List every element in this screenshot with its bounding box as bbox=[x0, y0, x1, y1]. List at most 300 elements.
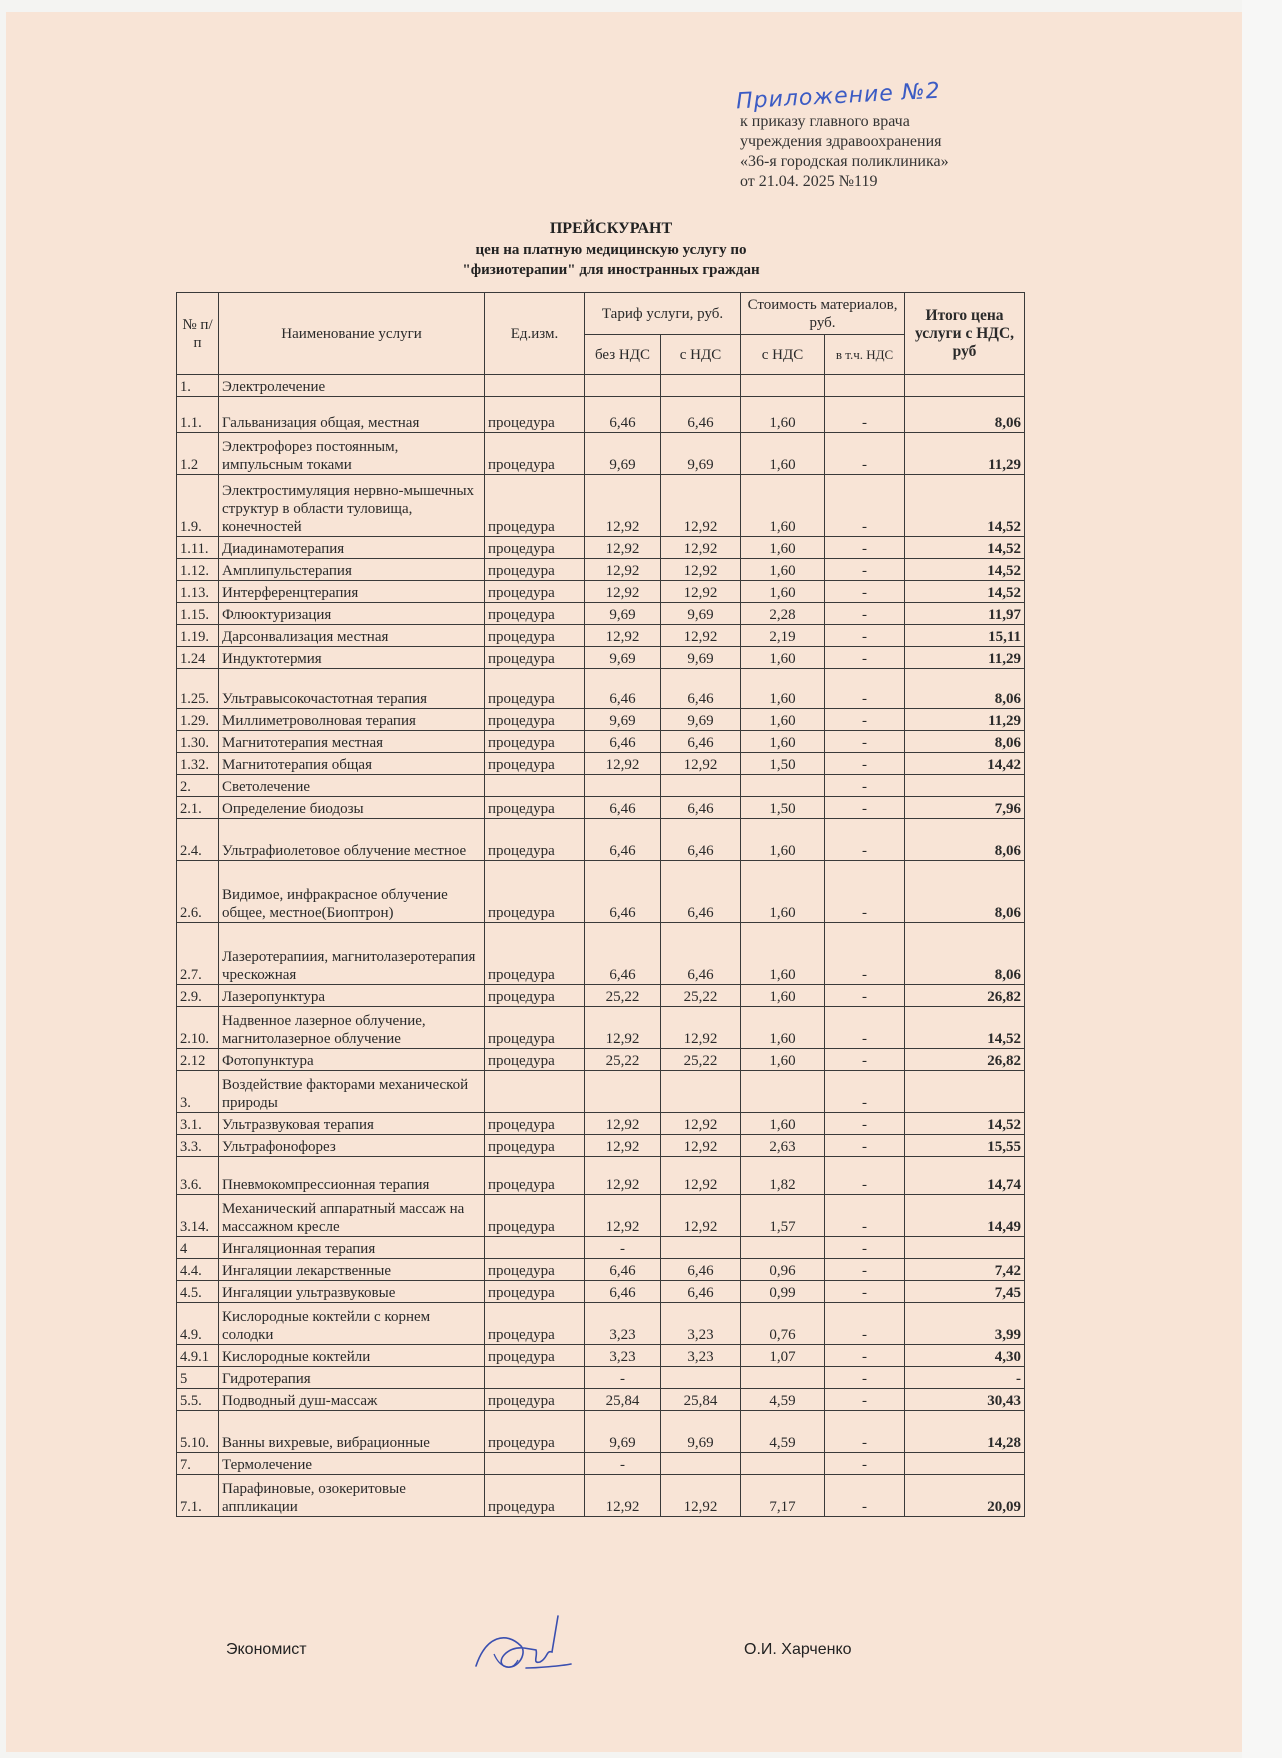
total-price: 14,74 bbox=[905, 1157, 1025, 1195]
service-name: Определение биодозы bbox=[219, 797, 485, 819]
row-number: 7. bbox=[177, 1453, 219, 1475]
unit-cell: процедура bbox=[485, 1113, 585, 1135]
vat-included: - bbox=[825, 1453, 905, 1475]
total-price: 7,42 bbox=[905, 1259, 1025, 1281]
header-num: № п/п bbox=[177, 293, 219, 375]
price-with-vat: 9,69 bbox=[661, 433, 741, 475]
service-name: Индуктотермия bbox=[219, 647, 485, 669]
unit-cell: процедура bbox=[485, 475, 585, 537]
header-mat-with-vat: с НДС bbox=[741, 335, 825, 375]
unit-cell: процедура bbox=[485, 603, 585, 625]
price-with-vat: 9,69 bbox=[661, 709, 741, 731]
price-with-vat: 9,69 bbox=[661, 1411, 741, 1453]
row-number: 7.1. bbox=[177, 1475, 219, 1517]
service-name: Пневмокомпрессионная терапия bbox=[219, 1157, 485, 1195]
vat-included: - bbox=[825, 775, 905, 797]
materials-cost: 2,28 bbox=[741, 603, 825, 625]
materials-cost: 1,60 bbox=[741, 1113, 825, 1135]
price-no-vat: 25,84 bbox=[585, 1389, 661, 1411]
unit-cell: процедура bbox=[485, 625, 585, 647]
price-no-vat: 12,92 bbox=[585, 559, 661, 581]
unit-cell: процедура bbox=[485, 709, 585, 731]
table-row bbox=[177, 375, 1025, 397]
row-number: 5 bbox=[177, 1367, 219, 1389]
price-with-vat: 12,92 bbox=[661, 559, 741, 581]
row-number: 4.9.1 bbox=[177, 1345, 219, 1367]
unit-cell: процедура bbox=[485, 861, 585, 923]
service-name: Гальванизация общая, местная bbox=[219, 397, 485, 433]
vat-included: - bbox=[825, 1389, 905, 1411]
unit-cell: процедура bbox=[485, 923, 585, 985]
header-total: Итого цена услуги с НДС, руб bbox=[905, 293, 1025, 375]
total-price: 3,99 bbox=[905, 1303, 1025, 1345]
price-with-vat: 12,92 bbox=[661, 1135, 741, 1157]
header-name: Наименование услуги bbox=[219, 293, 485, 375]
unit-cell: процедура bbox=[485, 1259, 585, 1281]
vat-included: - bbox=[825, 753, 905, 775]
table-row bbox=[177, 819, 1025, 861]
total-price: 14,52 bbox=[905, 475, 1025, 537]
approval-line: к приказу главного врача bbox=[740, 113, 910, 130]
price-no-vat: 6,46 bbox=[585, 923, 661, 985]
materials-cost: 2,19 bbox=[741, 625, 825, 647]
materials-cost: 7,17 bbox=[741, 1475, 825, 1517]
unit-cell: процедура bbox=[485, 1049, 585, 1071]
total-price: 8,06 bbox=[905, 861, 1025, 923]
price-with-vat: 25,84 bbox=[661, 1389, 741, 1411]
materials-cost: 1,07 bbox=[741, 1345, 825, 1367]
table-row bbox=[177, 669, 1025, 709]
unit-cell bbox=[485, 375, 585, 397]
price-no-vat bbox=[585, 375, 661, 397]
service-name: Флюоктуризация bbox=[219, 603, 485, 625]
table-row bbox=[177, 1345, 1025, 1367]
materials-cost: 1,50 bbox=[741, 753, 825, 775]
price-no-vat: 6,46 bbox=[585, 669, 661, 709]
price-with-vat: 12,92 bbox=[661, 475, 741, 537]
total-price: 8,06 bbox=[905, 397, 1025, 433]
vat-included: - bbox=[825, 581, 905, 603]
price-no-vat: 12,92 bbox=[585, 537, 661, 559]
table-row bbox=[177, 923, 1025, 985]
price-no-vat: 12,92 bbox=[585, 753, 661, 775]
header-no-vat: без НДС bbox=[585, 335, 661, 375]
table-row bbox=[177, 433, 1025, 475]
row-number: 2.1. bbox=[177, 797, 219, 819]
materials-cost bbox=[741, 1071, 825, 1113]
service-name: Лазеропунктура bbox=[219, 985, 485, 1007]
vat-included: - bbox=[825, 709, 905, 731]
service-name: Ультрафиолетовое облучение местное bbox=[219, 819, 485, 861]
total-price: 15,55 bbox=[905, 1135, 1025, 1157]
row-number: 3.1. bbox=[177, 1113, 219, 1135]
row-number: 5.5. bbox=[177, 1389, 219, 1411]
materials-cost: 1,57 bbox=[741, 1195, 825, 1237]
table-row bbox=[177, 647, 1025, 669]
row-number: 1.24 bbox=[177, 647, 219, 669]
service-name: Подводный душ-массаж bbox=[219, 1389, 485, 1411]
service-name: Ванны вихревые, вибрационные bbox=[219, 1411, 485, 1453]
table-row bbox=[177, 1411, 1025, 1453]
price-no-vat: 12,92 bbox=[585, 1475, 661, 1517]
price-with-vat bbox=[661, 775, 741, 797]
total-price: 14,52 bbox=[905, 1007, 1025, 1049]
total-price: 15,11 bbox=[905, 625, 1025, 647]
materials-cost: 1,60 bbox=[741, 819, 825, 861]
table-row bbox=[177, 1113, 1025, 1135]
row-number: 5.10. bbox=[177, 1411, 219, 1453]
price-no-vat: 3,23 bbox=[585, 1345, 661, 1367]
service-name: Ингаляционная терапия bbox=[219, 1237, 485, 1259]
unit-cell: процедура bbox=[485, 669, 585, 709]
total-price bbox=[905, 775, 1025, 797]
vat-included bbox=[825, 375, 905, 397]
total-price: 14,52 bbox=[905, 559, 1025, 581]
price-with-vat bbox=[661, 1071, 741, 1113]
materials-cost: 1,60 bbox=[741, 433, 825, 475]
service-name: Механический аппаратный массаж на массажном кресле bbox=[219, 1195, 485, 1237]
vat-included: - bbox=[825, 797, 905, 819]
materials-cost: 1,82 bbox=[741, 1157, 825, 1195]
signature-image bbox=[466, 1606, 576, 1686]
service-name: Ультравысокочастотная терапия bbox=[219, 669, 485, 709]
total-price: 11,29 bbox=[905, 433, 1025, 475]
page-edge bbox=[1242, 0, 1282, 1758]
price-with-vat: 25,22 bbox=[661, 985, 741, 1007]
total-price: 4,30 bbox=[905, 1345, 1025, 1367]
total-price: 14,42 bbox=[905, 753, 1025, 775]
service-name: Интерференцтерапия bbox=[219, 581, 485, 603]
service-name: Диадинамотерапия bbox=[219, 537, 485, 559]
service-name: Термолечение bbox=[219, 1453, 485, 1475]
materials-cost: 1,60 bbox=[741, 1049, 825, 1071]
materials-cost: 0,96 bbox=[741, 1259, 825, 1281]
service-name: Магнитотерапия общая bbox=[219, 753, 485, 775]
price-no-vat: 12,92 bbox=[585, 1135, 661, 1157]
total-price: 14,28 bbox=[905, 1411, 1025, 1453]
vat-included: - bbox=[825, 985, 905, 1007]
approval-block bbox=[740, 112, 949, 192]
total-price: - bbox=[905, 1367, 1025, 1389]
table-row bbox=[177, 731, 1025, 753]
price-no-vat: 12,92 bbox=[585, 1195, 661, 1237]
row-number: 1.19. bbox=[177, 625, 219, 647]
table-row bbox=[177, 709, 1025, 731]
price-with-vat bbox=[661, 1237, 741, 1259]
total-price: 8,06 bbox=[905, 669, 1025, 709]
vat-included: - bbox=[825, 433, 905, 475]
unit-cell: процедура bbox=[485, 581, 585, 603]
price-no-vat: 9,69 bbox=[585, 1411, 661, 1453]
vat-included: - bbox=[825, 1237, 905, 1259]
table-row bbox=[177, 1453, 1025, 1475]
table-row bbox=[177, 985, 1025, 1007]
total-price: 26,82 bbox=[905, 1049, 1025, 1071]
price-with-vat bbox=[661, 1453, 741, 1475]
price-no-vat bbox=[585, 1071, 661, 1113]
table-row bbox=[177, 753, 1025, 775]
service-name: Амплипульстерапия bbox=[219, 559, 485, 581]
vat-included: - bbox=[825, 559, 905, 581]
table-row bbox=[177, 625, 1025, 647]
table-row bbox=[177, 537, 1025, 559]
vat-included: - bbox=[825, 1135, 905, 1157]
materials-cost: 1,60 bbox=[741, 397, 825, 433]
price-no-vat: 12,92 bbox=[585, 625, 661, 647]
price-with-vat: 6,46 bbox=[661, 819, 741, 861]
row-number: 2.7. bbox=[177, 923, 219, 985]
vat-included: - bbox=[825, 1411, 905, 1453]
materials-cost: 1,60 bbox=[741, 1007, 825, 1049]
service-name: Лазеротерапиия, магнитолазеротерапия чрескожная bbox=[219, 923, 485, 985]
price-no-vat: 12,92 bbox=[585, 1113, 661, 1135]
approval-line: от 21.04. 2025 №119 bbox=[740, 173, 878, 190]
header-with-vat: с НДС bbox=[661, 335, 741, 375]
unit-cell: процедура bbox=[485, 433, 585, 475]
total-price: 14,52 bbox=[905, 581, 1025, 603]
row-number: 1.13. bbox=[177, 581, 219, 603]
unit-cell bbox=[485, 1237, 585, 1259]
total-price bbox=[905, 1071, 1025, 1113]
service-name: Ультразвуковая терапия bbox=[219, 1113, 485, 1135]
row-number: 1.32. bbox=[177, 753, 219, 775]
total-price bbox=[905, 1453, 1025, 1475]
price-no-vat: - bbox=[585, 1453, 661, 1475]
materials-cost: 1,60 bbox=[741, 475, 825, 537]
price-no-vat: 12,92 bbox=[585, 1007, 661, 1049]
total-price: 11,97 bbox=[905, 603, 1025, 625]
row-number: 2.12 bbox=[177, 1049, 219, 1071]
materials-cost: 0,99 bbox=[741, 1281, 825, 1303]
service-name: Электрофорез постоянным, импульсным токами bbox=[219, 433, 485, 475]
row-number: 1.30. bbox=[177, 731, 219, 753]
header-incl-vat: в т.ч. НДС bbox=[825, 335, 905, 375]
service-name: Фотопунктура bbox=[219, 1049, 485, 1071]
price-with-vat bbox=[661, 1367, 741, 1389]
total-price: 26,82 bbox=[905, 985, 1025, 1007]
row-number: 1.9. bbox=[177, 475, 219, 537]
total-price: 11,29 bbox=[905, 709, 1025, 731]
materials-cost: 0,76 bbox=[741, 1303, 825, 1345]
vat-included: - bbox=[825, 1475, 905, 1517]
service-name: Ингаляции лекарственные bbox=[219, 1259, 485, 1281]
vat-included: - bbox=[825, 819, 905, 861]
unit-cell: процедура bbox=[485, 1135, 585, 1157]
price-no-vat: 6,46 bbox=[585, 731, 661, 753]
price-with-vat: 6,46 bbox=[661, 1259, 741, 1281]
price-no-vat: 6,46 bbox=[585, 1281, 661, 1303]
unit-cell: процедура bbox=[485, 397, 585, 433]
table-row bbox=[177, 1049, 1025, 1071]
service-name: Парафиновые, озокеритовые аппликации bbox=[219, 1475, 485, 1517]
price-no-vat bbox=[585, 775, 661, 797]
unit-cell bbox=[485, 1367, 585, 1389]
table-row bbox=[177, 861, 1025, 923]
price-with-vat: 12,92 bbox=[661, 1157, 741, 1195]
unit-cell: процедура bbox=[485, 1281, 585, 1303]
materials-cost: 1,50 bbox=[741, 797, 825, 819]
service-name: Магнитотерапия местная bbox=[219, 731, 485, 753]
price-with-vat: 6,46 bbox=[661, 669, 741, 709]
materials-cost: 1,60 bbox=[741, 581, 825, 603]
service-name: Электростимуляция нервно-мышечных структур в области туловища, конечностей bbox=[219, 475, 485, 537]
row-number: 1.1. bbox=[177, 397, 219, 433]
price-with-vat: 12,92 bbox=[661, 625, 741, 647]
row-number: 3.3. bbox=[177, 1135, 219, 1157]
materials-cost: 1,60 bbox=[741, 709, 825, 731]
handwritten-note: Приложение №2 bbox=[735, 78, 942, 115]
vat-included: - bbox=[825, 1367, 905, 1389]
price-with-vat: 25,22 bbox=[661, 1049, 741, 1071]
price-with-vat bbox=[661, 375, 741, 397]
vat-included: - bbox=[825, 397, 905, 433]
signatory-name: О.И. Харченко bbox=[744, 1641, 852, 1658]
table-row bbox=[177, 1195, 1025, 1237]
unit-cell: процедура bbox=[485, 647, 585, 669]
table-row bbox=[177, 1303, 1025, 1345]
approval-line: «36-я городская поликлиника» bbox=[740, 153, 949, 170]
table-row bbox=[177, 1071, 1025, 1113]
row-number: 1. bbox=[177, 375, 219, 397]
price-no-vat: 12,92 bbox=[585, 1157, 661, 1195]
price-with-vat: 12,92 bbox=[661, 537, 741, 559]
materials-cost: 1,60 bbox=[741, 537, 825, 559]
unit-cell: процедура bbox=[485, 1303, 585, 1345]
price-no-vat: 6,46 bbox=[585, 1259, 661, 1281]
materials-cost: 1,60 bbox=[741, 559, 825, 581]
unit-cell: процедура bbox=[485, 1157, 585, 1195]
total-price bbox=[905, 375, 1025, 397]
table-row bbox=[177, 559, 1025, 581]
total-price: 7,45 bbox=[905, 1281, 1025, 1303]
price-with-vat: 6,46 bbox=[661, 861, 741, 923]
price-with-vat: 6,46 bbox=[661, 731, 741, 753]
table-row bbox=[177, 1007, 1025, 1049]
row-number: 1.12. bbox=[177, 559, 219, 581]
table-row bbox=[177, 603, 1025, 625]
price-with-vat: 6,46 bbox=[661, 397, 741, 433]
service-name: Ультрафонофорез bbox=[219, 1135, 485, 1157]
unit-cell: процедура bbox=[485, 731, 585, 753]
materials-cost: 4,59 bbox=[741, 1411, 825, 1453]
materials-cost bbox=[741, 1367, 825, 1389]
price-with-vat: 9,69 bbox=[661, 647, 741, 669]
price-no-vat: 12,92 bbox=[585, 581, 661, 603]
total-price: 14,52 bbox=[905, 537, 1025, 559]
document-title: ПРЕЙСКУРАНТ bbox=[549, 220, 673, 237]
total-price: 20,09 bbox=[905, 1475, 1025, 1517]
unit-cell bbox=[485, 775, 585, 797]
vat-included: - bbox=[825, 475, 905, 537]
materials-cost: 1,60 bbox=[741, 669, 825, 709]
unit-cell bbox=[485, 1071, 585, 1113]
materials-cost: 1,60 bbox=[741, 647, 825, 669]
price-no-vat: 6,46 bbox=[585, 819, 661, 861]
price-with-vat: 12,92 bbox=[661, 753, 741, 775]
vat-included: - bbox=[825, 1259, 905, 1281]
table-row bbox=[177, 1259, 1025, 1281]
row-number: 4.5. bbox=[177, 1281, 219, 1303]
materials-cost bbox=[741, 1237, 825, 1259]
unit-cell: процедура bbox=[485, 559, 585, 581]
total-price: 8,06 bbox=[905, 731, 1025, 753]
service-name: Электролечение bbox=[219, 375, 485, 397]
header-unit: Ед.изм. bbox=[485, 293, 585, 375]
service-name: Надвенное лазерное облучение, магнитолазерное облучение bbox=[219, 1007, 485, 1049]
vat-included: - bbox=[825, 923, 905, 985]
table-row bbox=[177, 1475, 1025, 1517]
materials-cost: 1,60 bbox=[741, 731, 825, 753]
unit-cell: процедура bbox=[485, 1195, 585, 1237]
materials-cost bbox=[741, 1453, 825, 1475]
materials-cost bbox=[741, 375, 825, 397]
total-price: 7,96 bbox=[905, 797, 1025, 819]
price-with-vat: 6,46 bbox=[661, 923, 741, 985]
price-with-vat: 9,69 bbox=[661, 603, 741, 625]
total-price: 8,06 bbox=[905, 819, 1025, 861]
total-price: 11,29 bbox=[905, 647, 1025, 669]
price-no-vat: - bbox=[585, 1367, 661, 1389]
service-name: Кислородные коктейли с корнем солодки bbox=[219, 1303, 485, 1345]
materials-cost bbox=[741, 775, 825, 797]
table-row bbox=[177, 581, 1025, 603]
price-with-vat: 6,46 bbox=[661, 797, 741, 819]
vat-included: - bbox=[825, 1071, 905, 1113]
service-name: Кислородные коктейли bbox=[219, 1345, 485, 1367]
price-no-vat: 9,69 bbox=[585, 709, 661, 731]
price-no-vat: 6,46 bbox=[585, 861, 661, 923]
price-rows bbox=[177, 375, 1025, 1517]
price-with-vat: 12,92 bbox=[661, 1475, 741, 1517]
unit-cell bbox=[485, 1453, 585, 1475]
unit-cell: процедура bbox=[485, 1411, 585, 1453]
service-name: Ингаляции ультразвуковые bbox=[219, 1281, 485, 1303]
total-price: 8,06 bbox=[905, 923, 1025, 985]
price-no-vat: 6,46 bbox=[585, 797, 661, 819]
vat-included: - bbox=[825, 861, 905, 923]
total-price: 14,52 bbox=[905, 1113, 1025, 1135]
materials-cost: 1,60 bbox=[741, 861, 825, 923]
row-number: 4.4. bbox=[177, 1259, 219, 1281]
unit-cell: процедура bbox=[485, 985, 585, 1007]
price-with-vat: 3,23 bbox=[661, 1345, 741, 1367]
signatory-role: Экономист bbox=[226, 1641, 307, 1658]
materials-cost: 1,60 bbox=[741, 985, 825, 1007]
table-row bbox=[177, 1157, 1025, 1195]
price-no-vat: 3,23 bbox=[585, 1303, 661, 1345]
unit-cell: процедура bbox=[485, 1345, 585, 1367]
row-number: 1.2 bbox=[177, 433, 219, 475]
table-row bbox=[177, 1281, 1025, 1303]
vat-included: - bbox=[825, 1345, 905, 1367]
vat-included: - bbox=[825, 537, 905, 559]
table-row bbox=[177, 1389, 1025, 1411]
vat-included: - bbox=[825, 1303, 905, 1345]
row-number: 3. bbox=[177, 1071, 219, 1113]
vat-included: - bbox=[825, 731, 905, 753]
table-row bbox=[177, 475, 1025, 537]
table-row bbox=[177, 1237, 1025, 1259]
unit-cell: процедура bbox=[485, 819, 585, 861]
vat-included: - bbox=[825, 1049, 905, 1071]
materials-cost: 4,59 bbox=[741, 1389, 825, 1411]
vat-included: - bbox=[825, 669, 905, 709]
service-name: Миллиметроволновая терапия bbox=[219, 709, 485, 731]
table-row bbox=[177, 1135, 1025, 1157]
price-with-vat: 12,92 bbox=[661, 581, 741, 603]
price-with-vat: 6,46 bbox=[661, 1281, 741, 1303]
service-name: Видимое, инфракрасное облучение общее, местное(Биоптрон) bbox=[219, 861, 485, 923]
